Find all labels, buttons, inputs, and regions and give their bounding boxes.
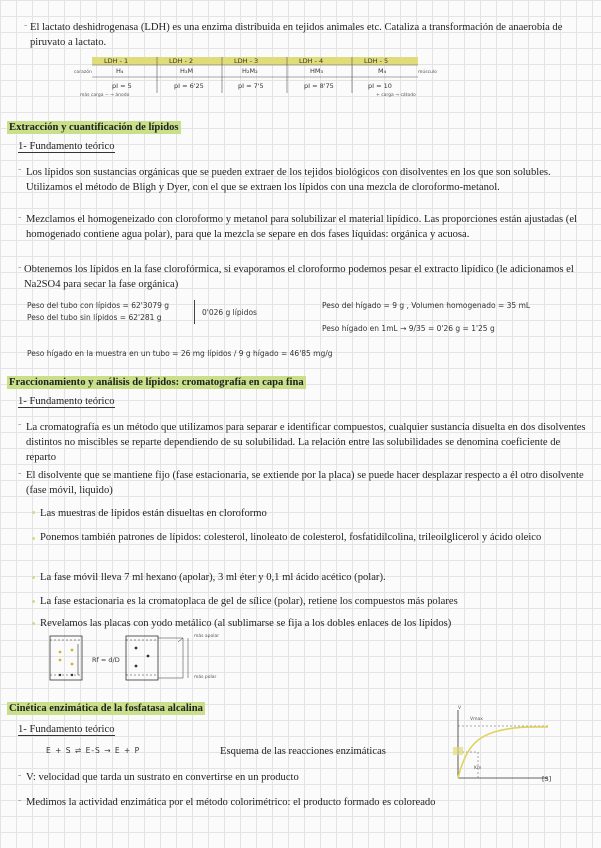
reaction-scheme-label: Esquema de las reacciones enzimáticas xyxy=(220,746,386,757)
bullet-dot xyxy=(32,600,35,603)
bullet-dot xyxy=(32,511,35,514)
section3-subtitle-text: 1- Fundamento teórico xyxy=(18,724,115,735)
ldh-left-label: corazón xyxy=(74,70,92,75)
tlc-plate-sketch xyxy=(48,632,248,688)
calc-brace xyxy=(194,300,195,324)
graph-vmax-label: Vmax xyxy=(470,717,483,722)
ldh-name-2: LDH - 2 xyxy=(169,57,194,65)
bullet-dash: - xyxy=(18,795,22,806)
tlc-polar-label: más polar xyxy=(194,675,217,680)
calc-liver-weight: Peso del hígado = 9 g , Volumen homogenado = 35 mL xyxy=(322,301,531,310)
section2-subtitle xyxy=(18,394,115,409)
section2-paragraph-2: El disolvente que se mantiene fijo (fase estacionaria, se extiende por la placa) se puede hacer desplazar respecto a él otro disolvente (fase móvil, liquido) xyxy=(26,470,584,496)
graph-s-label: [S] xyxy=(542,775,552,783)
ldh-right-label: músculo xyxy=(418,70,437,75)
ldh-pi-2: pI = 6'25 xyxy=(174,82,204,90)
bullet-dash: - xyxy=(18,164,22,175)
calc-liver-sample: Peso hígado en la muestra en un tubo = 26 mg lípidos / 9 g hígado = 46'85 mg/g xyxy=(27,349,333,358)
tlc-rf-formula: Rf = d/D xyxy=(92,656,120,664)
section2-bullet-2: Ponemos también patrones de lípidos: colesterol, linoleato de colesterol, fosfatidilcolina, trileoilglicerol y ácido oleico xyxy=(40,532,542,543)
section-title-lipid-extraction xyxy=(7,117,181,135)
enzyme-reaction-scheme: E + S ⇌ E-S → E + P xyxy=(46,746,141,755)
michaelis-menten-graph xyxy=(448,706,558,784)
ldh-pi-4: pI = 8'75 xyxy=(304,82,334,90)
bullet-dash: - xyxy=(18,212,22,223)
ldh-subunit-2: H₃M xyxy=(180,67,194,75)
section2-bullet-3: La fase móvil lleva 7 ml hexano (apolar), 3 ml éter y 0,1 ml ácido acético (polar). xyxy=(40,572,386,583)
bullet-dot xyxy=(32,537,35,540)
bullet-dash: - xyxy=(24,20,28,31)
section2-paragraph-1: La cromatografía es un método que utilizamos para separar e identificar compuestos, cualquier sustancia disuelta en dos disolventes distintos no miscibles se reparte dependiendo de su solubilidad. La relación entre las solubilidades se denomina coeficiente de reparto xyxy=(26,422,586,463)
bullet-dot xyxy=(32,576,35,579)
bullet-dash: - xyxy=(18,468,22,479)
section3-subtitle xyxy=(18,722,115,737)
ldh-subunit-5: M₄ xyxy=(378,67,387,75)
section-title-chromatography xyxy=(7,372,306,390)
section2-bullet-5: Revelamos las placas con yodo metálico (al sublimarse se fija a los dobles enlaces de los lípidos) xyxy=(40,618,452,629)
section1-subtitle xyxy=(18,139,115,154)
calc-lipid-mass: 0'026 g lípidos xyxy=(202,308,257,317)
bullet-dash: - xyxy=(18,770,22,781)
tlc-apolar-label: más apolar xyxy=(194,634,220,639)
ldh-name-5: LDH - 5 xyxy=(364,57,389,65)
ldh-name-4: LDH - 4 xyxy=(299,57,324,65)
section3-title-text: Cinética enzimática de la fosfatasa alcalina xyxy=(9,703,203,714)
ldh-bottom-right: + carga → cátodo xyxy=(376,93,416,98)
section2-bullet-1: Las muestras de lípidos están disueltas en cloroformo xyxy=(40,508,267,519)
graph-km-label: Km xyxy=(474,766,482,771)
calc-tube-with-lipids: Peso del tubo con lípidos = 62'3079 g xyxy=(27,301,170,310)
ldh-subunit-4: HM₃ xyxy=(310,67,324,75)
section1-subtitle-text: 1- Fundamento teórico xyxy=(18,141,115,152)
section-title-enzyme-kinetics xyxy=(7,698,205,716)
ldh-name-3: LDH - 3 xyxy=(234,57,259,65)
calc-liver-per-ml: Peso hígado en 1mL → 9/35 = 0'26 g = 1'25 g xyxy=(322,324,495,333)
bullet-dash: - xyxy=(18,419,22,430)
section2-bullet-4: La fase estacionaria es la cromatoplaca de gel de sílice (polar), retiene los compuestos más polares xyxy=(40,596,458,607)
section1-paragraph-3: Obtenemos los lípidos en la fase clorofórmica, si evaporamos el cloroformo podemos pesar el extracto lipídico (le adicionamos el Na2SO4 para secar la fase orgánica) xyxy=(24,264,574,290)
ldh-bottom-left: más carga − → ánodo xyxy=(80,93,130,98)
graph-v-label: V xyxy=(458,706,462,711)
section2-title-text: Fraccionamiento y análisis de lípidos: cromatografía en capa fina xyxy=(9,377,304,388)
intro-paragraph: El lactato deshidrogenasa (LDH) es una enzima distribuida en tejidos animales etc. Cataliza a transformación de anaerobia de piruvato a lactato. xyxy=(30,22,563,48)
ldh-name-1: LDH - 1 xyxy=(104,57,129,65)
ldh-pi-5: pI = 10 xyxy=(368,82,392,90)
ldh-table xyxy=(92,57,418,102)
section2-subtitle-text: 1- Fundamento teórico xyxy=(18,396,115,407)
section1-paragraph-2: Mezclamos el homogeneizado con cloroformo y metanol para solubilizar el material lipídico. Las proporciones están ajustadas (el homogenado contiene agua polar), para que la mezcla se separe en dos fases líquidas: orgánica y acuosa. xyxy=(26,214,577,240)
section3-paragraph-1: V: velocidad que tarda un sustrato en convertirse en un producto xyxy=(26,772,299,783)
section1-title-text: Extracción y cuantificación de lípidos xyxy=(9,122,179,133)
bullet-dot xyxy=(32,622,35,625)
bullet-dash: - xyxy=(18,262,22,273)
calc-tube-without-lipids: Peso del tubo sin lípidos = 62'281 g xyxy=(27,313,162,322)
ldh-pi-1: pI = 5 xyxy=(112,82,132,90)
section3-paragraph-2: Medimos la actividad enzimática por el método colorimétrico: el producto formado es coloreado xyxy=(26,797,436,808)
section1-paragraph-1: Los lípidos son sustancias orgánicas que se pueden extraer de los tejidos biológicos con disolventes en los que son solubles. Utilizamos el método de Bligh y Dyer, con el que se extraen los lípidos con una mezcla de cloroformo-metanol. xyxy=(26,167,551,193)
ldh-subunit-1: H₄ xyxy=(116,67,124,75)
ldh-pi-3: pI = 7'5 xyxy=(238,82,264,90)
ldh-subunit-3: H₂M₂ xyxy=(242,67,258,75)
